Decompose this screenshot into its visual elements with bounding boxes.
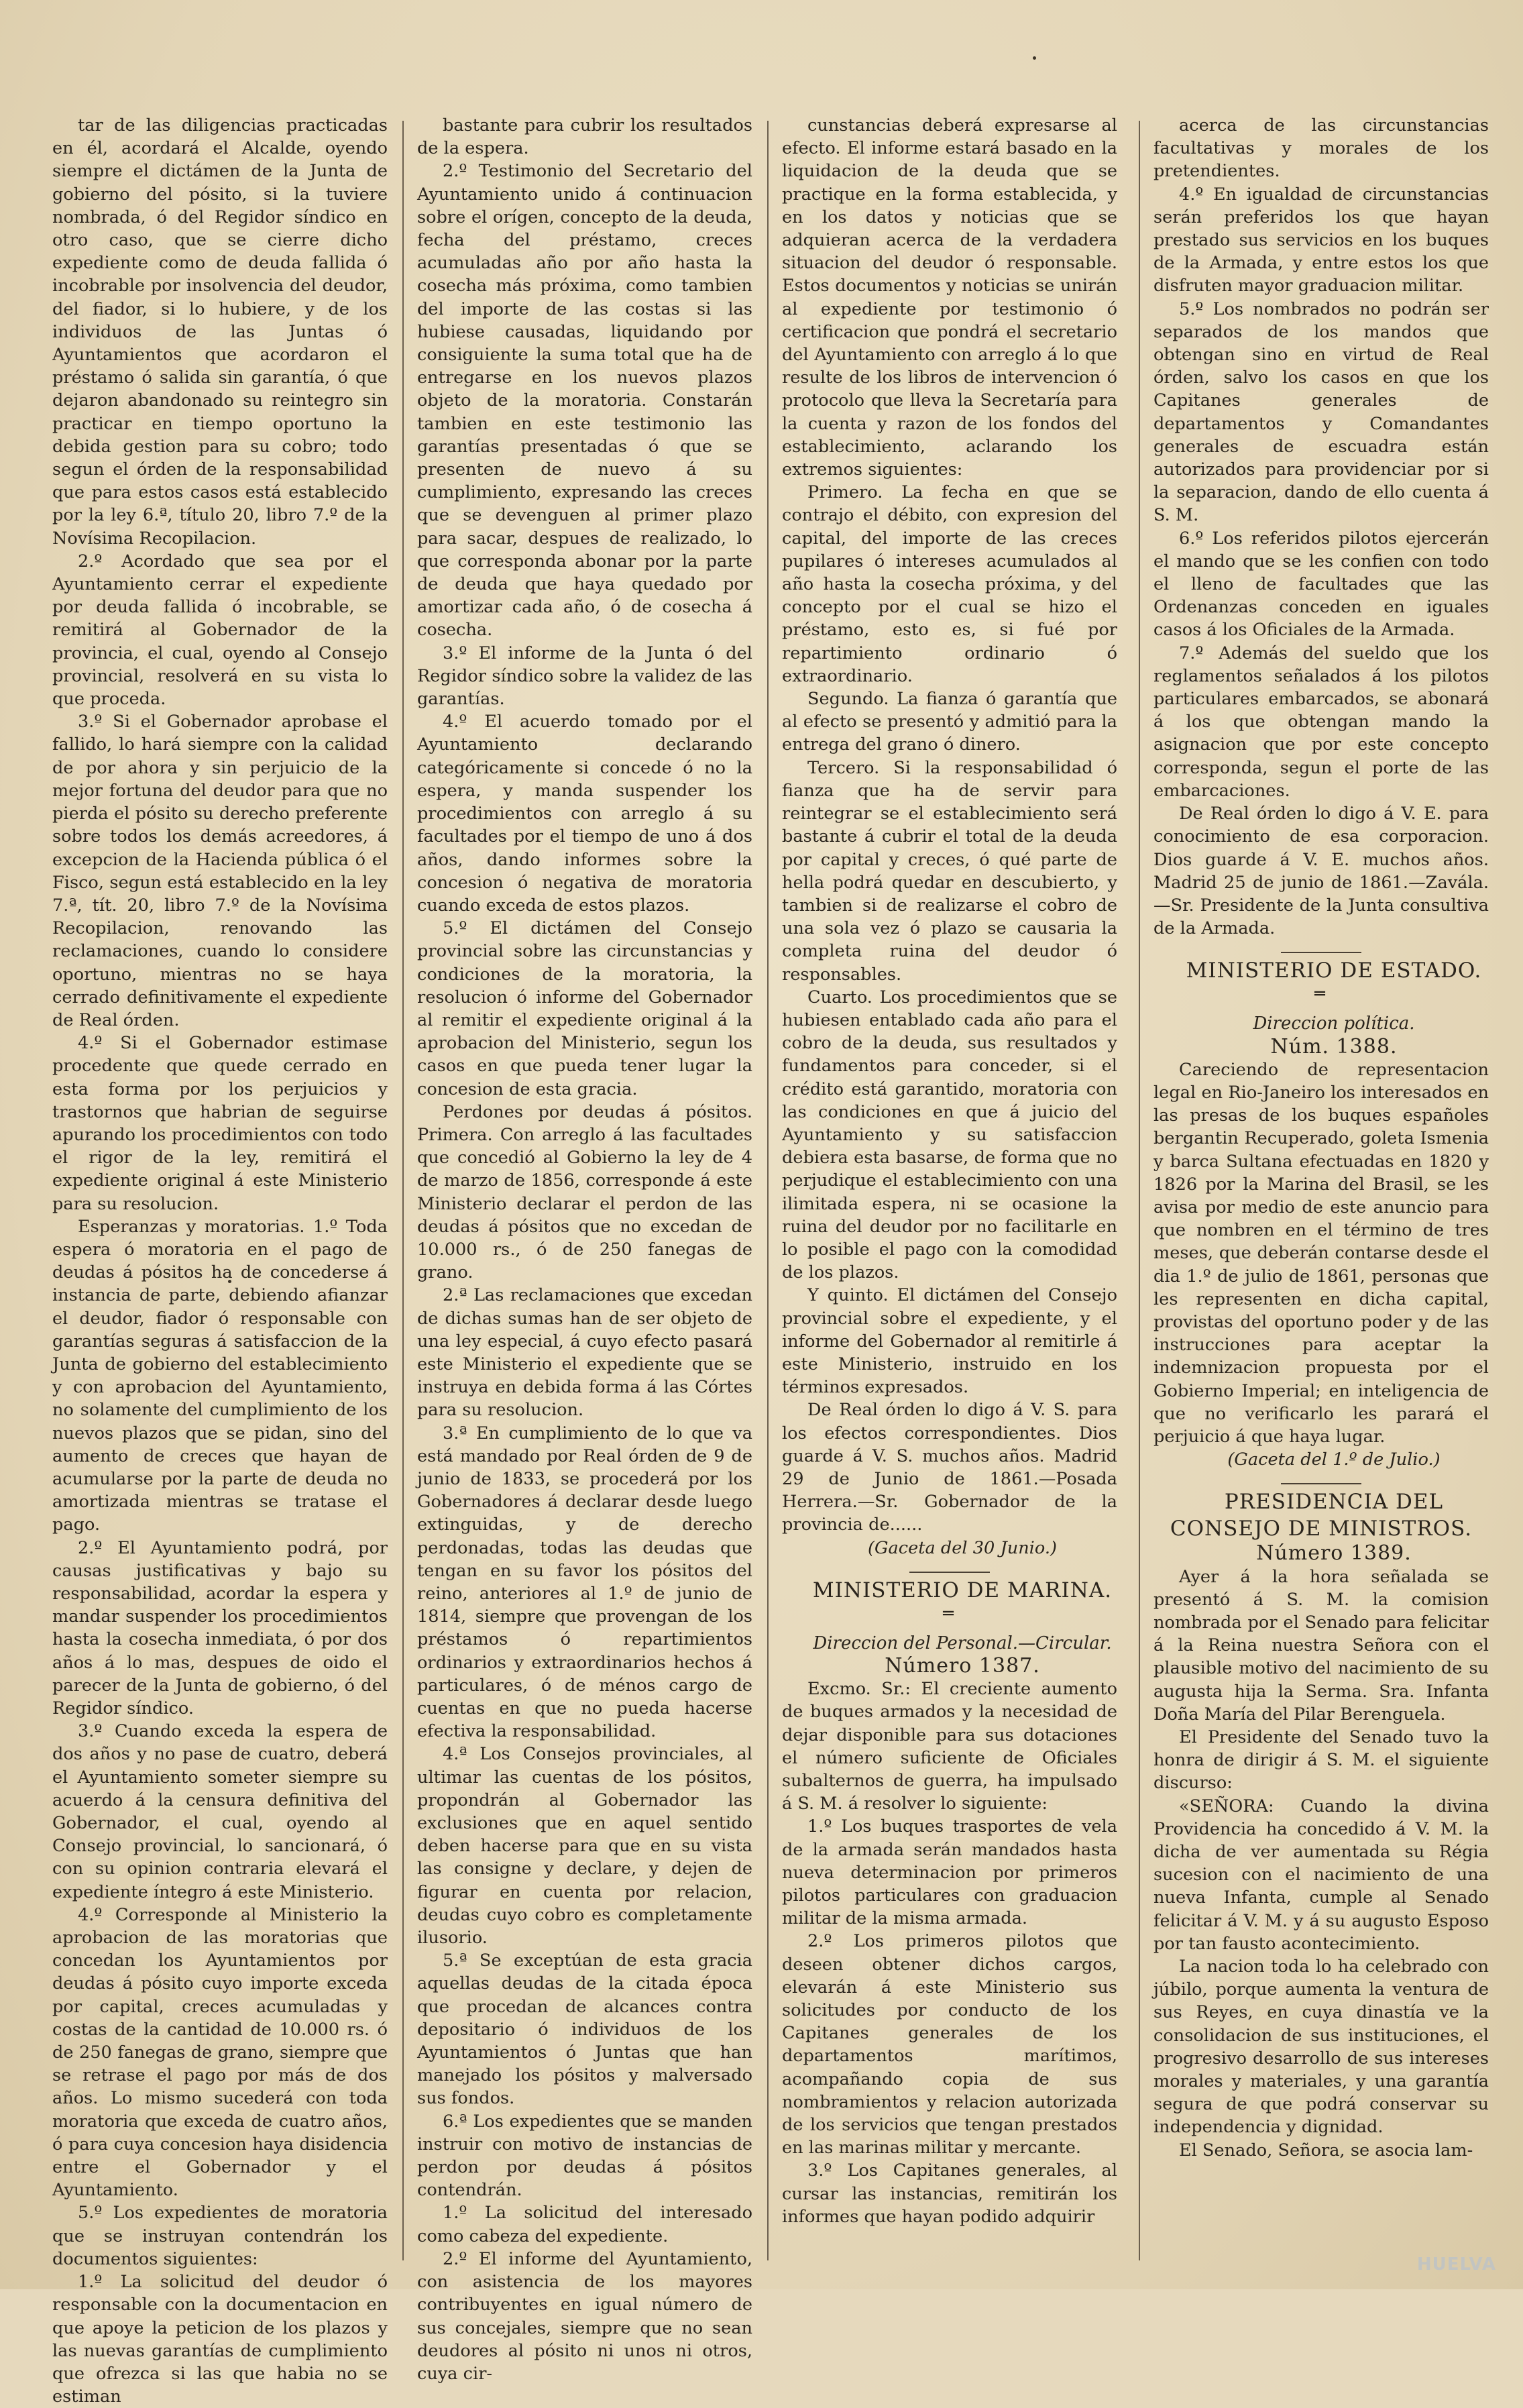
gaceta-citation: (Gaceta del 1.º de Julio.) bbox=[1227, 1449, 1441, 1470]
paragraph: 1.º La solicitud del deudor ó responsable con la documentacion en que apoye la peticion de los plazos y las nuevas garantías de cumplimiento que ofrezca si las que habia no se estiman bbox=[52, 2272, 388, 2407]
paragraph: 2.º Los primeros pilotos que deseen obtener dichos cargos, elevarán á este Ministerio sus solicitudes por conducto de los Capitanes generales de los departamentos marítimos, acompañando copia de sus nombramientos y relacion autorizada de los servicios que tengan prestados en las marinas militar y mercante. bbox=[782, 1931, 1117, 2158]
presidency-heading: PRESIDENCIA DEL CONSEJO DE MINISTROS. bbox=[1170, 1490, 1473, 1541]
paragraph: bastante para cubrir los resultados de la espera. bbox=[417, 115, 752, 159]
paragraph: tar de las diligencias practicadas en él, acordará el Alcalde, oyendo siempre el dictámen de la Junta de gobierno del pósito, si la tuviere nombrada, ó del Regidor síndico en otro caso, que se cierre dicho expediente como de deuda fallida ó incobrable por insolvencia del deudor, del fiador, si lo hubiere, y de los individuos de las Juntas ó Ayuntamientos que acordaron el préstamo ó salida sin garantía, ó que dejaron abandonado su reintegro sin practicar en tiempo oportuno la debida gestion para su cobro; todo segun el órden de la responsabilidad que para estos casos está establecido por la ley 6.ª, título 20, libro 7.º de la Novísima Recopilacion. bbox=[52, 115, 388, 549]
paragraph: 4.ª Los Consejos provinciales, al ultimar las cuentas de los pósitos, propondrán al Gobernador las exclusiones que en aquel sentido deben hacerse para que en su vista las consigne y declare, y dejen de figurar en cuenta por relacion, deudas cuyo cobro es completamente ilusorio. bbox=[417, 1744, 752, 1949]
paragraph: acerca de las circunstancias facultativas y morales de los pretendientes. bbox=[1153, 115, 1489, 182]
paragraph: Ayer á la hora señalada se presentó á S. M. la comision nombrada por el Senado para felicitar á la Reina nuestra Señora con el plausible motivo del nacimiento de su augusta hija la Serma. Sra. Infanta Doña María del Pilar Berenguela. bbox=[1153, 1566, 1489, 1725]
paragraph: Primero. La fecha en que se contrajo el débito, con expresion del capital, del importe de las creces pupilares ó intereses acumulados al año hasta la cosecha próxima, y del concepto por el cual se hizo el préstamo, esto es, si fué por repartimiento ordinario ó extraordinario. bbox=[782, 482, 1117, 686]
archive-watermark: HUELVA bbox=[1416, 2254, 1496, 2275]
paragraph: 5.º Los expedientes de moratoria que se instruyan contendrán los documentos siguientes: bbox=[52, 2203, 388, 2269]
paragraph: 2.º El informe del Ayuntamiento, con asistencia de los mayores contribuyentes en igual número de sus concejales, siempre que no sean deudores al pósito ni unos ni otros, cuya cir- bbox=[417, 2248, 752, 2384]
paragraph: Careciendo de representacion legal en Rio-Janeiro los interesados en las presas de los buques españoles bergantin Recuperado, goleta Ismenia y barca Sultana efectuadas en 1820 y 1826 por la Marina del Brasil, se les avisa por medio de este anuncio para que nombren en el término de tres meses, que deberán contarse desde el dia 1.º de julio de 1861, personas que les representen en dicha capital, provistas del oportuno poder y de las instrucciones para aceptar la indemnizacion propuesta por el Gobierno Imperial; en inteligencia de que no verificarlo les parará el perjuicio á que haya lugar. bbox=[1153, 1059, 1489, 1447]
paragraph: cunstancias deberá expresarse al efecto. El informe estará basado en la liquidacion de la deuda que se practique en la forma establecida, y en los datos y noticias que se adquieran acerca de la verdadera situacion del deudor ó responsable. Estos documentos y noticias se unirán al expediente por testimonio ó certificacion que pondrá el secretario del Ayuntamiento con arreglo á lo que resulte de los libros de intervencion ó protocolo que lleva la Secretaría para la cuenta y razon de los fondos del establecimiento, aclarando los extremos siguientes: bbox=[782, 115, 1117, 480]
paragraph: Esperanzas y moratorias. 1.º Toda espera ó moratoria en el pago de deudas á pósitos ha de concederse á instancia de parte, debiendo afianzar el deudor, fiador ó responsable con garantías seguras á satisfaccion de la Junta de gobierno del establecimiento y con aprobacion del Ayuntamiento, no solamente del cumplimiento de los nuevos plazos que se pidan, sino del aumento de creces que hayan de acumularse por la parte de deuda no amortizada mientras se tratase el pago. bbox=[52, 1216, 388, 1535]
paragraph: 5.º Los nombrados no podrán ser separados de los mandos que obtengan sino en virtud de Real órden, salvo los casos en que los Capitanes generales de departamentos y Comandantes generales de escuadra están autorizados para providenciar por si la separacion, dando de ello cuenta á S. M. bbox=[1153, 298, 1489, 526]
column-rule bbox=[1139, 121, 1140, 2260]
paragraph: Y quinto. El dictámen del Consejo provincial sobre el expediente, y el informe del Gobernador al remitirle á este Ministerio, instruido en los términos expresados. bbox=[782, 1285, 1117, 1398]
paragraph: 2.º Acordado que sea por el Ayuntamiento cerrar el expediente por deuda fallida ó incobrable, se remitirá al Gobernador de la provincia, el cual, oyendo al Consejo provincial, resolverá en su vista lo que proceda. bbox=[52, 551, 388, 710]
paragraph: El Presidente del Senado tuvo la honra de dirigir á S. M. el siguiente discurso: bbox=[1153, 1727, 1489, 1794]
paragraph: 4.º Corresponde al Ministerio la aprobacion de las moratorias que concedan los Ayuntamientos por deudas á pósito cuyo importe exceda por capital, creces acumuladas y costas de la cantidad de 10.000 rs. ó de 250 fanegas de grano, siempre que se retrase el pago por más de dos años. Lo mismo sucederá con toda moratoria que exceda de cuatro años, ó para cuya concesion haya disidencia entre el Gobernador y el Ayuntamiento. bbox=[52, 1904, 388, 2201]
paragraph: De Real órden lo digo á V. E. para conocimiento de esa corporacion. Dios guarde á V. E. muchos años. Madrid 25 de junio de 1861.—Zavála.—Sr. Presidente de la Junta consultiva de la Armada. bbox=[1153, 804, 1489, 939]
paragraph: 5.º El dictámen del Consejo provincial sobre las circunstancias y condiciones de la moratoria, la resolucion ó informe del Gobernador al remitir el expediente original á la aprobacion del Ministerio, segun los casos en que pueda tener lugar la concesion de esta gracia. bbox=[417, 918, 752, 1099]
paragraph: «SEÑORA: Cuando la divina Providencia ha concedido á V. M. la dicha de ver aumentada su Régia sucesion con el nacimiento de una nueva Infanta, cumple al Senado felicitar á V. M. y á su augusto Esposo por tan fausto acontecimiento. bbox=[1153, 1796, 1489, 1954]
ministry-heading: MINISTERIO DE MARINA. bbox=[812, 1578, 1113, 1602]
gaceta-citation: (Gaceta del 30 Junio.) bbox=[868, 1537, 1057, 1558]
ministry-heading: MINISTERIO DE ESTADO. bbox=[1186, 959, 1482, 983]
paragraph: 3.º Si el Gobernador aprobase el fallido, lo hará siempre con la calidad de por ahora y sin perjuicio de la mejor fortuna del deudor para que no pierda el pósito su derecho preferente sobre todos los demás acreedores, á excepcion de la Hacienda pública ó el Fisco, segun está establecido en la ley 7.ª, tít. 20, libro 7.º de la Novísima Recopilacion, renovando las reclamaciones, cuando lo considere oportuno, mientras no se haya cerrado definitivamente el expediente de Real órden. bbox=[52, 712, 388, 1030]
column-rule bbox=[767, 121, 769, 2260]
section-separator bbox=[909, 1572, 990, 1573]
paragraph: 3.ª En cumplimiento de lo que va está mandado por Real órden de 9 de junio de 1833, se procederá por los Gobernadores á declarar desde luego extinguidas, y de derecho perdonadas, todas las deudas que tengan en su favor los pósitos del reino, anteriores al 1.º de junio de 1814, siempre que provengan de los préstamos ó repartimientos ordinarios y extraordinarios hechos á particulares, ó de ménos cargo de cuentas en que no pueda hacerse efectiva la responsabilidad. bbox=[417, 1423, 752, 1742]
print-speck bbox=[1033, 56, 1036, 60]
paragraph: 3.º Cuando exceda la espera de dos años y no pase de cuatro, deberá el Ayuntamiento someter siempre su acuerdo á la censura definitiva del Gobernador, el cual, oyendo al Consejo provincial, lo sancionará, ó con su opinion contraria elevará el expediente íntegro á este Ministerio. bbox=[52, 1721, 388, 1902]
paragraph: 6.º Los referidos pilotos ejercerán el mando que se les confien con todo el lleno de facultades que las Ordenanzas conceden en iguales casos á los Oficiales de la Armada. bbox=[1153, 528, 1489, 641]
number-heading: Número 1387. bbox=[885, 1654, 1040, 1678]
paragraph: 4.º Si el Gobernador estimase procedente que quede cerrado en esta forma por los perjuicios y trastornos que habrian de seguirse apurando los procedimientos con todo el rigor de la ley, remitirá el expediente original á este Ministerio para su resolucion. bbox=[52, 1033, 388, 1214]
paragraph: Cuarto. Los procedimientos que se hubiesen entablado cada año para el cobro de la deuda, sus resultados y fundamentos para conceder, si el crédito está garantido, moratoria con las condiciones en que á juicio del Ayuntamiento y su satisfaccion debiera esta basarse, de forma que no perjudique el establecimiento con una ilimitada espera, ni se ocasione la ruina del deudor por no facilitarle en lo posible el pago con la comodidad de los plazos. bbox=[782, 987, 1117, 1283]
paragraph: 2.º Testimonio del Secretario del Ayuntamiento unido á continuacion sobre el orígen, concepto de la deuda, fecha del préstamo, creces acumuladas año por año hasta la cosecha más próxima, como tambien del importe de las costas si las hubiese causadas, liquidando por consiguiente la suma total que ha de entregarse en los nuevos plazos objeto de la moratoria. Constarán tambien en este testimonio las garantías presentadas ó que se presenten de nuevo á su cumplimiento, expresando las creces que se devenguen al primer plazo para sacar, despues de realizado, lo que corresponda abonar por la parte de deuda que haya quedado por amortizar cada año, ó de cosecha á cosecha. bbox=[417, 161, 752, 641]
column-4 bbox=[1153, 114, 1489, 2162]
column-rule bbox=[402, 121, 404, 2260]
section-separator bbox=[1281, 952, 1361, 953]
paragraph: 6.ª Los expedientes que se manden instruir con motivo de instancias de perdon por deudas á pósitos contendrán. bbox=[417, 2111, 752, 2201]
paragraph: 2.ª Las reclamaciones que excedan de dichas sumas han de ser objeto de una ley especial, á cuyo efecto pasará este Ministerio el expediente que se instruya en debida forma á las Córtes para su resolucion. bbox=[417, 1285, 752, 1421]
paragraph: Perdones por deudas á pósitos. Primera. Con arreglo á las facultades que concedió al Gobierno la ley de 4 de marzo de 1856, corresponde á este Ministerio declarar el perdon de las deudas á pósitos que no excedan de 10.000 rs., ó de 250 fanegas de grano. bbox=[417, 1101, 752, 1283]
paragraph: El Senado, Señora, se asocia lam- bbox=[1179, 2140, 1473, 2160]
number-heading: Núm. 1388. bbox=[1270, 1034, 1398, 1058]
column-3 bbox=[782, 114, 1117, 2228]
number-heading: Número 1389. bbox=[1256, 1541, 1412, 1566]
paragraph: 1.º La solicitud del interesado como cabeza del expediente. bbox=[417, 2203, 752, 2246]
paragraph: 5.ª Se exceptúan de esta gracia aquellas deudas de la citada época que procedan de alcances contra depositario ó individuos de los Ayuntamientos ó Juntas que han manejado los pósitos y malversado sus fondos. bbox=[417, 1951, 752, 2109]
section-separator bbox=[1281, 1483, 1361, 1484]
paragraph: 2.º El Ayuntamiento podrá, por causas justificativas y bajo su responsabilidad, acordar la espera y mandar suspender los procedimientos hasta la cosecha inmediata, ó por dos años á lo mas, despues de oido el parecer de la Junta de gobierno, ó del Regidor síndico. bbox=[52, 1537, 388, 1719]
paragraph: 1.º Los buques trasportes de vela de la armada serán mandados hasta nueva determinacion por primeros pilotos particulares con graduacion militar de la misma armada. bbox=[782, 1816, 1117, 1929]
column-2 bbox=[417, 114, 752, 2385]
paragraph: 4.º El acuerdo tomado por el Ayuntamiento declarando categóricamente si concede ó no la espera, y manda suspender los procedimientos con arreglo á su facultades por el tiempo de uno á dos años, dando informes sobre la concesion ó negativa de moratoria cuando exceda de estos plazos. bbox=[417, 712, 752, 916]
paragraph: 3.º El informe de la Junta ó del Regidor síndico sobre la validez de las garantías. bbox=[417, 643, 752, 710]
paragraph: Tercero. Si la responsabilidad ó fianza que ha de servir para reintegrar se el establecimiento será bastante á cubrir el total de la deuda por capital y creces, ó qué parte de hella podrá quedar en descubierto, y tambien si de realizarse el cobro de una sola vez ó plazo se causaria la completa ruina del deudor ó responsables. bbox=[782, 757, 1117, 985]
direction-heading: Direccion del Personal.—Circular. bbox=[813, 1633, 1112, 1653]
direction-heading: Direccion política. bbox=[1253, 1014, 1415, 1034]
ornament: ═ bbox=[1314, 984, 1328, 1005]
paragraph: 4.º En igualdad de circunstancias serán preferidos los que hayan prestado sus servicios en los buques de la Armada, y entre estos los que disfruten mayor graduacion militar. bbox=[1153, 184, 1489, 296]
paragraph: La nacion toda lo ha celebrado con júbilo, porque aumenta la ventura de sus Reyes, en cuya dinastía ve la consolidacion de sus instituciones, el progresivo desarrollo de sus intereses morales y materiales, y una garantía segura de que podrá conservar su independencia y dignidad. bbox=[1153, 1957, 1489, 2138]
paragraph: Excmo. Sr.: El creciente aumento de buques armados y la necesidad de dejar disponible para sus dotaciones el número suficiente de Oficiales subalternos de guerra, ha impulsado á S. M. á resolver lo siguiente: bbox=[782, 1679, 1117, 1814]
paragraph: De Real órden lo digo á V. S. para los efectos correspondientes. Dios guarde á V. S. muchos años. Madrid 29 de Junio de 1861.—Posada Herrera.—Sr. Gobernador de la provincia de...... bbox=[782, 1400, 1117, 1535]
paragraph: 7.º Además del sueldo que los reglamentos señalados á los pilotos particulares embarcados, se abonará á los que obtengan mando la asignacion que por este concepto corresponda, segun el porte de las embarcaciones. bbox=[1153, 643, 1489, 801]
paragraph: 3.º Los Capitanes generales, al cursar las instancias, remitirán los informes que hayan podido adquirir bbox=[782, 2160, 1117, 2227]
paragraph: Segundo. La fianza ó garantía que al efecto se presentó y admitió para la entrega del grano ó dinero. bbox=[782, 689, 1117, 755]
column-1 bbox=[52, 114, 388, 2408]
ornament: ═ bbox=[943, 1603, 956, 1624]
